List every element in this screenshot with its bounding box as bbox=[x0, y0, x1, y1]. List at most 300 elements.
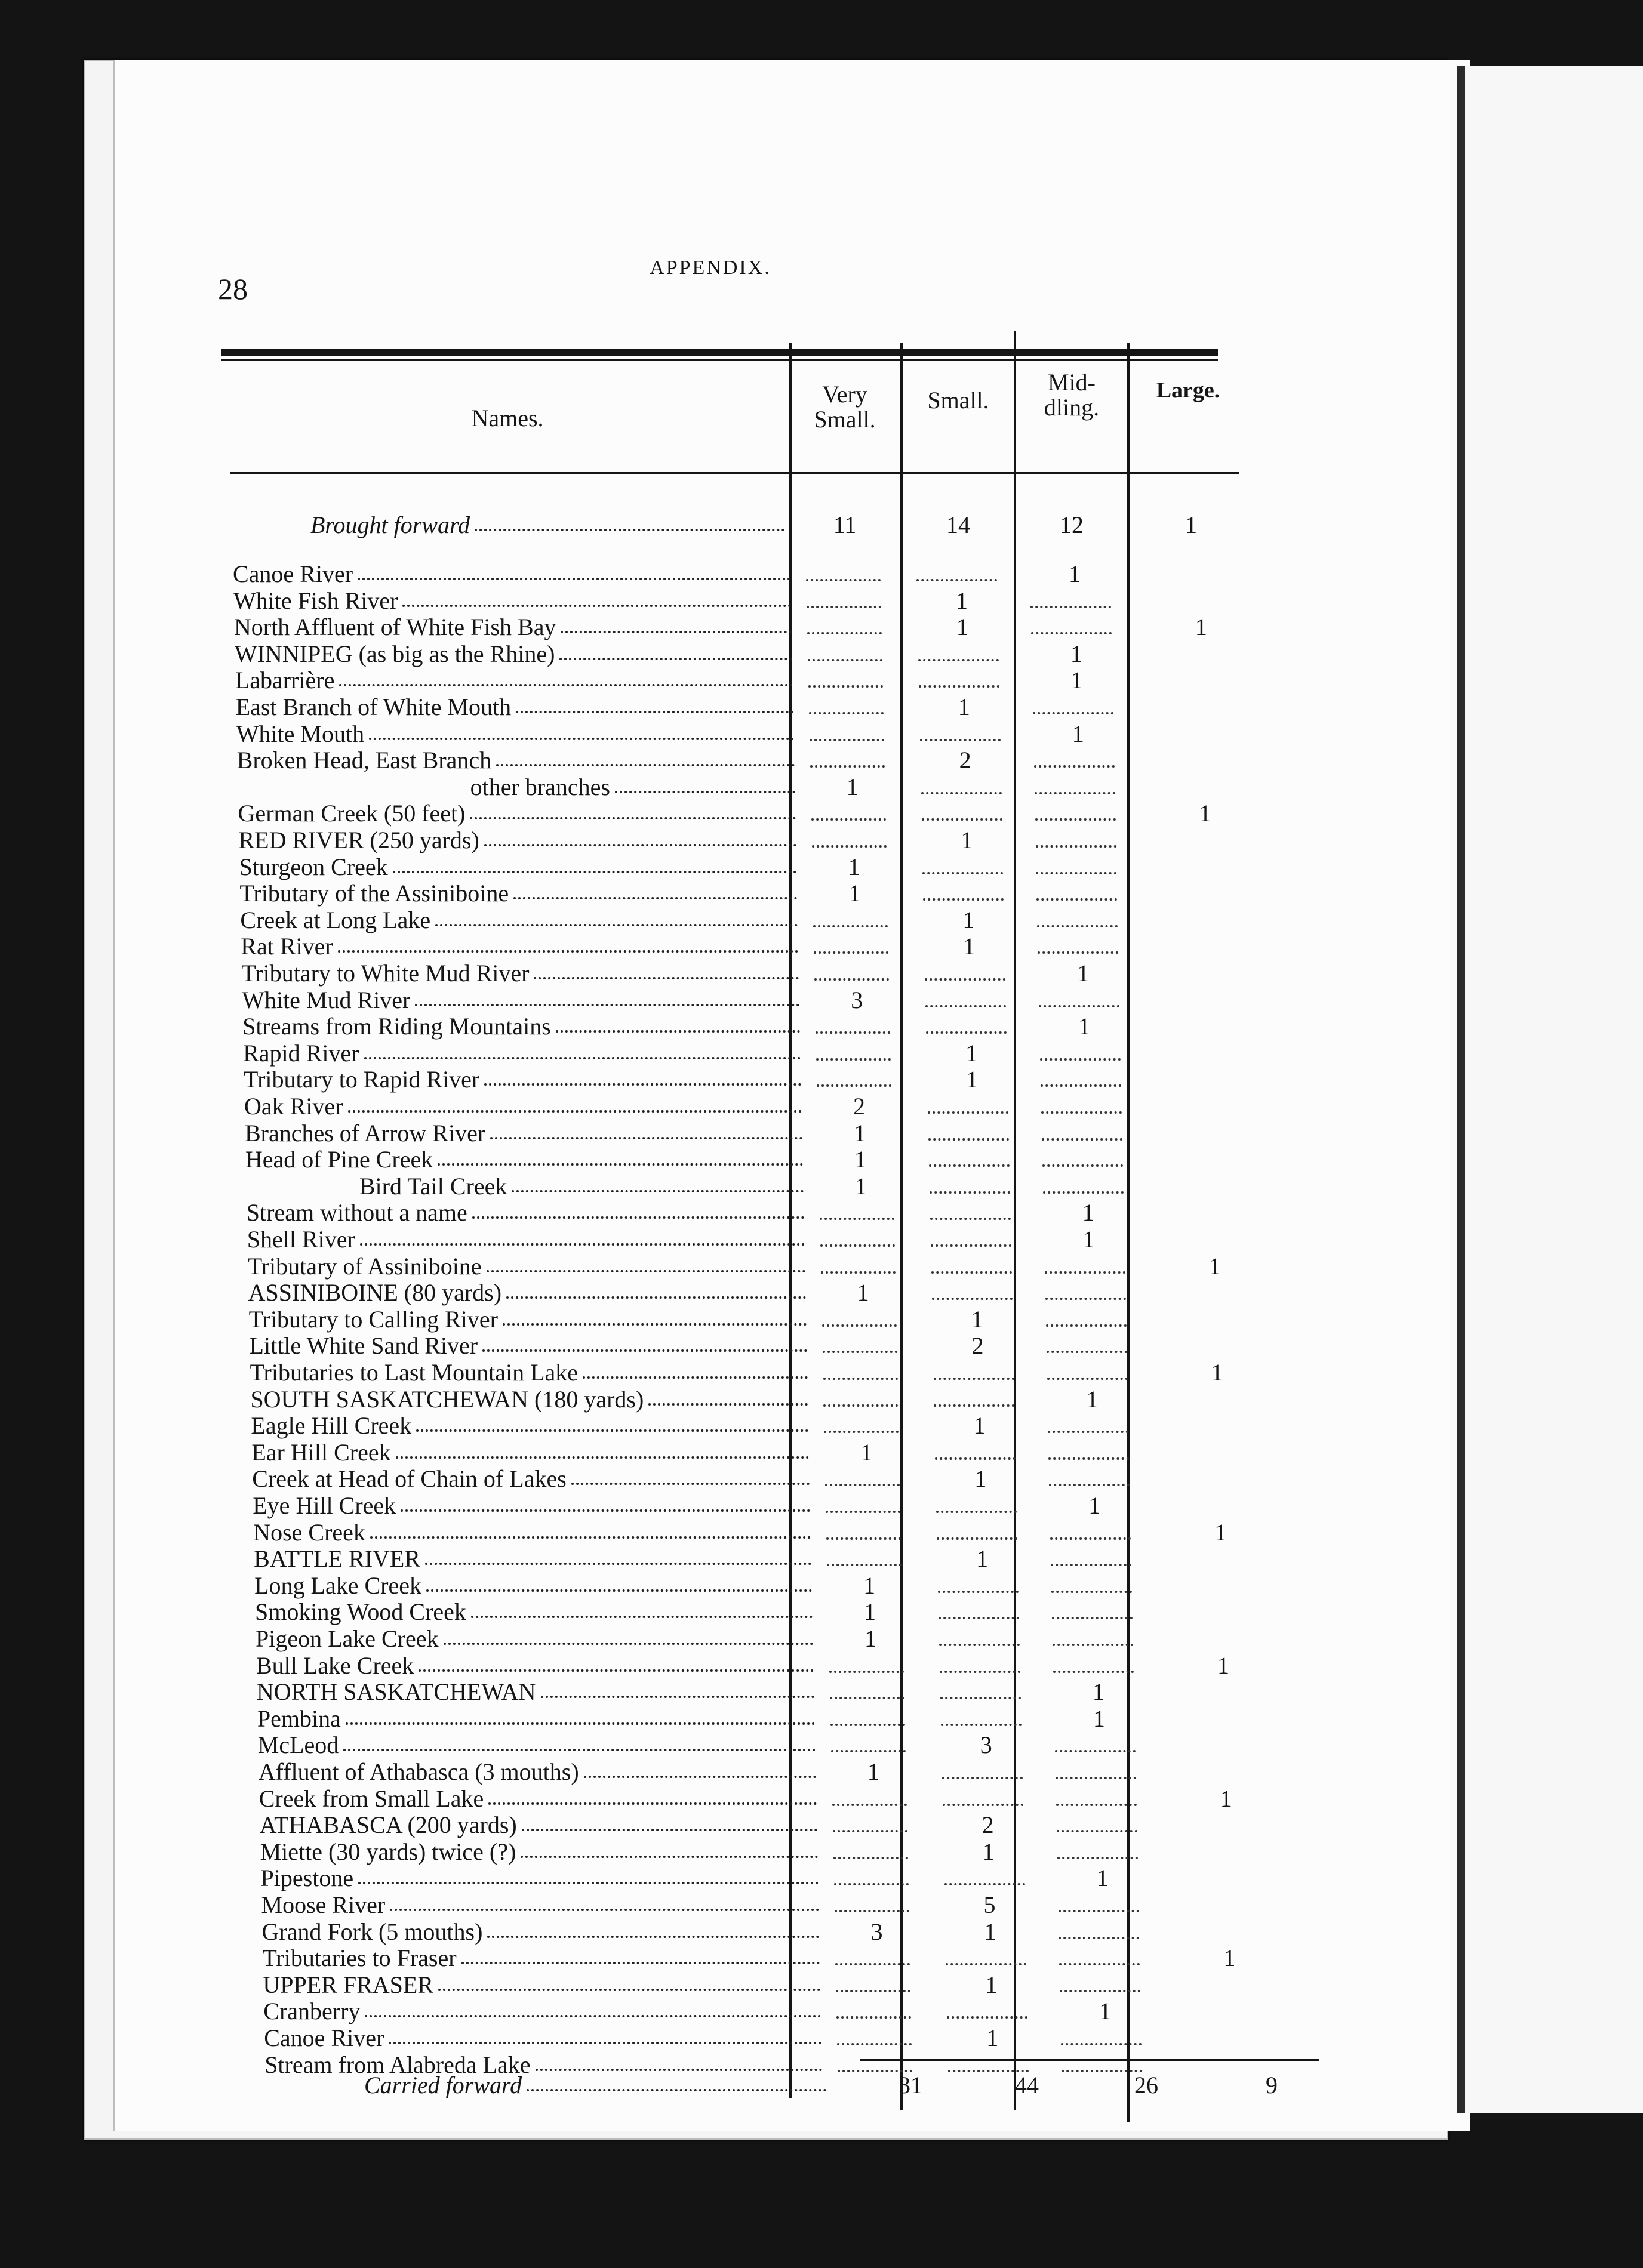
table-row bbox=[0, 854, 1643, 880]
empty-cell-leader bbox=[836, 2016, 911, 2019]
row-name: Tributary of Assiniboine bbox=[248, 1253, 809, 1280]
row-name: Tributary to White Mud River bbox=[241, 960, 802, 987]
empty-cell-leader bbox=[1056, 1804, 1137, 1806]
empty-cell-leader bbox=[928, 1138, 1009, 1141]
cell-small: 1 bbox=[958, 694, 970, 720]
totals-rule bbox=[860, 2059, 1319, 2061]
row-name: Canoe River bbox=[233, 561, 794, 587]
table-row bbox=[0, 694, 1643, 720]
empty-cell-leader bbox=[806, 579, 881, 581]
empty-cell-leader bbox=[1036, 898, 1117, 901]
row-name: UPPER FRASER bbox=[263, 1972, 824, 1998]
empty-cell-leader bbox=[1031, 632, 1112, 634]
table-row bbox=[0, 800, 1643, 827]
table-row bbox=[0, 1679, 1643, 1705]
empty-cell-leader bbox=[944, 1883, 1025, 1885]
table-row bbox=[0, 1253, 1643, 1280]
empty-cell-leader bbox=[817, 1084, 891, 1087]
empty-cell-leader bbox=[1059, 1963, 1140, 1965]
cell-small: 1 bbox=[965, 1040, 978, 1067]
empty-cell-leader bbox=[1041, 1084, 1121, 1087]
header-very-small: Very Small. bbox=[814, 381, 876, 433]
empty-cell-leader bbox=[1053, 1671, 1134, 1673]
empty-cell-leader bbox=[940, 1671, 1020, 1673]
row-name: Creek at Head of Chain of Lakes bbox=[252, 1466, 813, 1492]
empty-cell-leader bbox=[1030, 606, 1111, 608]
empty-cell-leader bbox=[1046, 1324, 1127, 1327]
row-name: Cranberry bbox=[263, 1998, 824, 2024]
table-row bbox=[0, 1759, 1643, 1785]
cell-small: 1 bbox=[963, 933, 976, 960]
row-name: Eye Hill Creek bbox=[253, 1493, 814, 1519]
empty-cell-leader bbox=[1056, 1777, 1136, 1779]
empty-cell-leader bbox=[1060, 1990, 1140, 1992]
empty-cell-leader bbox=[836, 1990, 910, 1992]
table-row bbox=[0, 1919, 1643, 1945]
table-row bbox=[0, 1892, 1643, 1918]
cell-small: 1 bbox=[966, 1066, 979, 1093]
brought-forward-large: 1 bbox=[1185, 511, 1197, 538]
row-name: Tributaries to Last Mountain Lake bbox=[250, 1360, 811, 1386]
row-name: White Mouth bbox=[236, 721, 798, 747]
cell-middling: 1 bbox=[1069, 560, 1081, 587]
row-name: Nose Creek bbox=[253, 1520, 814, 1546]
row-name: Creek from Small Lake bbox=[259, 1786, 820, 1812]
carried-forward-row bbox=[0, 2072, 1643, 2098]
table-row bbox=[0, 933, 1643, 960]
empty-cell-leader bbox=[814, 978, 889, 981]
empty-cell-leader bbox=[1045, 1271, 1125, 1274]
cell-middling: 1 bbox=[1082, 1199, 1094, 1226]
brought-forward-very-small: 11 bbox=[833, 511, 857, 538]
table-row bbox=[0, 907, 1643, 933]
table-row bbox=[0, 1706, 1643, 1732]
row-name: Tributary to Rapid River bbox=[244, 1067, 805, 1093]
row-name: ASSINIBOINE (80 yards) bbox=[248, 1280, 810, 1306]
empty-cell-leader bbox=[820, 1244, 895, 1247]
empty-cell-leader bbox=[808, 685, 883, 688]
empty-cell-leader bbox=[1045, 1298, 1126, 1300]
row-name: Tributaries to Fraser bbox=[262, 1945, 823, 1971]
empty-cell-leader bbox=[1043, 1191, 1124, 1194]
carried-forward-label: Carried forward bbox=[364, 2072, 830, 2098]
table-row bbox=[0, 880, 1643, 907]
empty-cell-leader bbox=[934, 1378, 1014, 1380]
row-name: SOUTH SASKATCHEWAN (180 yards) bbox=[250, 1386, 811, 1413]
empty-cell-leader bbox=[1041, 1111, 1122, 1114]
cell-very-small: 1 bbox=[860, 1439, 873, 1466]
empty-cell-leader bbox=[926, 1031, 1007, 1034]
row-name: RED RIVER (250 yards) bbox=[239, 827, 800, 853]
row-name: WINNIPEG (as big as the Rhine) bbox=[235, 641, 796, 667]
empty-cell-leader bbox=[835, 1910, 909, 1912]
empty-cell-leader bbox=[939, 1617, 1019, 1619]
carried-forward-large: 9 bbox=[1266, 2072, 1278, 2098]
cell-middling: 1 bbox=[1077, 960, 1090, 987]
table-row bbox=[0, 1227, 1643, 1253]
cell-small: 1 bbox=[985, 1971, 998, 1998]
row-name: East Branch of White Mouth bbox=[236, 694, 797, 720]
header-rule bbox=[230, 472, 1239, 474]
table-row bbox=[0, 1360, 1643, 1386]
empty-cell-leader bbox=[1057, 1857, 1138, 1859]
empty-cell-leader bbox=[941, 1724, 1022, 1726]
row-name: Sturgeon Creek bbox=[239, 854, 800, 880]
cell-large: 1 bbox=[1217, 1652, 1229, 1679]
empty-cell-leader bbox=[1048, 1457, 1129, 1460]
empty-cell-leader bbox=[807, 632, 882, 634]
empty-cell-leader bbox=[1042, 1138, 1122, 1141]
empty-cell-leader bbox=[938, 1591, 1019, 1593]
empty-cell-leader bbox=[928, 1111, 1008, 1114]
empty-cell-leader bbox=[821, 1271, 896, 1274]
empty-cell-leader bbox=[1051, 1564, 1131, 1566]
cell-large: 1 bbox=[1220, 1785, 1232, 1812]
empty-cell-leader bbox=[925, 978, 1005, 981]
table-row bbox=[0, 1839, 1643, 1865]
row-name: Miette (30 yards) twice (?) bbox=[260, 1839, 822, 1865]
empty-cell-leader bbox=[942, 1777, 1023, 1779]
table-row bbox=[0, 1173, 1643, 1200]
row-name: Rapid River bbox=[243, 1040, 804, 1067]
empty-cell-leader bbox=[827, 1564, 902, 1566]
empty-cell-leader bbox=[921, 792, 1002, 794]
row-name: White Fish River bbox=[233, 588, 795, 614]
cell-small: 1 bbox=[961, 827, 973, 853]
header-names: Names. bbox=[471, 405, 544, 432]
table-row bbox=[0, 588, 1643, 614]
empty-cell-leader bbox=[930, 1218, 1011, 1220]
empty-cell-leader bbox=[932, 1298, 1013, 1300]
cell-small: 1 bbox=[986, 2024, 999, 2051]
cell-middling: 1 bbox=[1072, 720, 1084, 747]
cell-large: 1 bbox=[1199, 800, 1211, 827]
empty-cell-leader bbox=[834, 1883, 909, 1885]
empty-cell-leader bbox=[823, 1404, 898, 1407]
empty-cell-leader bbox=[1057, 1830, 1137, 1832]
cell-large: 1 bbox=[1208, 1253, 1221, 1280]
empty-cell-leader bbox=[936, 1511, 1017, 1513]
empty-cell-leader bbox=[1059, 1937, 1139, 1939]
row-name: Oak River bbox=[244, 1093, 805, 1120]
cell-very-small: 1 bbox=[846, 774, 859, 800]
empty-cell-leader bbox=[825, 1484, 900, 1486]
table-row bbox=[0, 747, 1643, 774]
table-row bbox=[0, 667, 1643, 694]
row-name: Creek at Long Lake bbox=[240, 907, 801, 933]
empty-cell-leader bbox=[1050, 1537, 1131, 1540]
empty-cell-leader bbox=[947, 2016, 1027, 2019]
header-large: Large. bbox=[1156, 378, 1220, 403]
top-rule-thin bbox=[221, 359, 1218, 361]
empty-cell-leader bbox=[922, 872, 1003, 874]
cell-small: 1 bbox=[976, 1545, 989, 1572]
row-name: North Affluent of White Fish Bay bbox=[234, 614, 795, 640]
cell-middling: 1 bbox=[1070, 667, 1083, 694]
table-row bbox=[0, 1093, 1643, 1120]
carried-forward-very-small: 31 bbox=[899, 2072, 922, 2098]
empty-cell-leader bbox=[940, 1697, 1021, 1699]
empty-cell-leader bbox=[937, 1537, 1017, 1540]
cell-very-small: 1 bbox=[848, 880, 861, 907]
table-row bbox=[0, 1440, 1643, 1466]
brought-forward-row bbox=[0, 512, 1643, 538]
empty-cell-leader bbox=[1049, 1484, 1130, 1486]
cell-middling: 1 bbox=[1088, 1492, 1101, 1519]
empty-cell-leader bbox=[820, 1218, 894, 1220]
row-name: Broken Head, East Branch bbox=[237, 747, 798, 774]
empty-cell-leader bbox=[811, 818, 886, 821]
empty-cell-leader bbox=[816, 1031, 890, 1034]
table-row bbox=[0, 1865, 1643, 1891]
cell-very-small: 1 bbox=[864, 1625, 876, 1652]
cell-very-small: 1 bbox=[864, 1598, 876, 1625]
table-row bbox=[0, 561, 1643, 587]
header-middling: Mid- dling. bbox=[1044, 369, 1100, 421]
empty-cell-leader bbox=[813, 925, 888, 927]
row-name: Pipestone bbox=[261, 1865, 822, 1891]
empty-cell-leader bbox=[931, 1271, 1012, 1274]
cell-very-small: 1 bbox=[863, 1572, 876, 1599]
row-name: Shell River bbox=[247, 1227, 808, 1253]
table-row bbox=[0, 1520, 1643, 1546]
table-row bbox=[0, 1945, 1643, 1971]
empty-cell-leader bbox=[918, 659, 999, 661]
empty-cell-leader bbox=[833, 1830, 907, 1832]
empty-cell-leader bbox=[934, 1404, 1014, 1407]
table-row bbox=[0, 1546, 1643, 1572]
row-name: Tributary to Calling River bbox=[249, 1306, 810, 1333]
row-name: Streams from Riding Mountains bbox=[242, 1013, 804, 1040]
empty-cell-leader bbox=[1035, 818, 1116, 821]
empty-cell-leader bbox=[1052, 1617, 1133, 1619]
cell-middling: 1 bbox=[1070, 640, 1082, 667]
table-row bbox=[0, 614, 1643, 640]
row-name: Smoking Wood Creek bbox=[255, 1599, 816, 1625]
empty-cell-leader bbox=[814, 951, 888, 954]
table-row bbox=[0, 1040, 1643, 1067]
table-row bbox=[0, 1972, 1643, 1998]
table-row bbox=[0, 774, 1643, 800]
table-row bbox=[0, 721, 1643, 747]
cell-very-small: 3 bbox=[851, 987, 863, 1013]
empty-cell-leader bbox=[1047, 1351, 1127, 1353]
empty-cell-leader bbox=[822, 1324, 897, 1327]
empty-cell-leader bbox=[919, 685, 999, 688]
empty-cell-leader bbox=[929, 1164, 1010, 1167]
empty-cell-leader bbox=[824, 1431, 899, 1433]
table-row bbox=[0, 1147, 1643, 1173]
cell-middling: 1 bbox=[1093, 1705, 1105, 1732]
empty-cell-leader bbox=[1039, 1005, 1119, 1007]
cell-middling: 1 bbox=[1096, 1865, 1109, 1891]
empty-cell-leader bbox=[935, 1457, 1016, 1460]
row-name: Pigeon Lake Creek bbox=[256, 1626, 817, 1652]
empty-cell-leader bbox=[922, 818, 1002, 821]
empty-cell-leader bbox=[832, 1804, 907, 1806]
table-row bbox=[0, 1466, 1643, 1492]
cell-middling: 1 bbox=[1099, 1998, 1112, 2024]
empty-cell-leader bbox=[943, 1804, 1023, 1806]
table-row bbox=[0, 1013, 1643, 1040]
carried-forward-middling: 26 bbox=[1134, 2072, 1158, 2098]
empty-cell-leader bbox=[823, 1351, 897, 1353]
table-row bbox=[0, 1280, 1643, 1306]
cell-small: 1 bbox=[962, 907, 975, 933]
empty-cell-leader bbox=[810, 765, 885, 768]
empty-cell-leader bbox=[837, 2043, 912, 2045]
cell-very-small: 1 bbox=[857, 1279, 869, 1306]
row-name: Moose River bbox=[261, 1892, 823, 1918]
table-row bbox=[0, 1120, 1643, 1147]
cell-large: 1 bbox=[1223, 1945, 1236, 1971]
empty-cell-leader bbox=[1053, 1644, 1133, 1646]
row-name: Grand Fork (5 mouths) bbox=[261, 1919, 823, 1945]
empty-cell-leader bbox=[939, 1644, 1020, 1646]
cell-small: 1 bbox=[955, 587, 968, 614]
table-row bbox=[0, 1573, 1643, 1599]
empty-cell-leader bbox=[1033, 712, 1113, 714]
brought-forward-middling: 12 bbox=[1060, 511, 1084, 538]
cell-very-small: 1 bbox=[854, 1146, 866, 1173]
empty-cell-leader bbox=[1035, 792, 1115, 794]
table-row bbox=[0, 1333, 1643, 1359]
cell-small: 5 bbox=[983, 1891, 996, 1918]
cell-very-small: 2 bbox=[853, 1093, 865, 1120]
table-row bbox=[0, 1200, 1643, 1226]
cell-small: 1 bbox=[984, 1918, 996, 1945]
cell-small: 1 bbox=[974, 1465, 987, 1492]
cell-large: 1 bbox=[1214, 1519, 1227, 1546]
header-small: Small. bbox=[927, 387, 989, 414]
row-name: German Creek (50 feet) bbox=[238, 800, 799, 827]
row-name: other branches bbox=[470, 774, 799, 800]
empty-cell-leader bbox=[925, 1005, 1006, 1007]
cell-small: 3 bbox=[980, 1731, 992, 1758]
empty-cell-leader bbox=[835, 1963, 910, 1965]
empty-cell-leader bbox=[830, 1697, 904, 1699]
cell-large: 1 bbox=[1211, 1359, 1223, 1386]
cell-very-small: 3 bbox=[870, 1918, 883, 1945]
empty-cell-leader bbox=[920, 739, 1001, 741]
empty-cell-leader bbox=[1042, 1164, 1123, 1167]
empty-cell-leader bbox=[916, 579, 997, 581]
row-name: Pembina bbox=[257, 1706, 819, 1732]
empty-cell-leader bbox=[1036, 845, 1116, 848]
empty-cell-leader bbox=[1051, 1591, 1132, 1593]
empty-cell-leader bbox=[808, 659, 882, 661]
empty-cell-leader bbox=[1036, 872, 1116, 874]
table-row bbox=[0, 1732, 1643, 1758]
row-name: White Mud River bbox=[242, 987, 803, 1013]
cell-middling: 1 bbox=[1078, 1013, 1091, 1040]
row-name: Head of Pine Creek bbox=[245, 1147, 807, 1173]
empty-cell-leader bbox=[946, 1963, 1026, 1965]
row-name: Canoe River bbox=[264, 2025, 825, 2051]
table-row bbox=[0, 1599, 1643, 1625]
cell-large: 1 bbox=[1195, 614, 1207, 640]
empty-cell-leader bbox=[1055, 1750, 1136, 1752]
empty-cell-leader bbox=[830, 1724, 905, 1726]
table-row bbox=[0, 827, 1643, 853]
empty-cell-leader bbox=[831, 1750, 906, 1752]
page-number: 28 bbox=[218, 272, 248, 306]
row-name: Ear Hill Creek bbox=[251, 1440, 813, 1466]
cell-middling: 1 bbox=[1092, 1678, 1104, 1705]
cell-small: 2 bbox=[959, 747, 971, 774]
empty-cell-leader bbox=[931, 1244, 1011, 1247]
cell-small: 1 bbox=[982, 1838, 995, 1865]
table-row bbox=[0, 1998, 1643, 2024]
cell-small: 2 bbox=[971, 1332, 984, 1359]
empty-cell-leader bbox=[826, 1537, 901, 1540]
empty-cell-leader bbox=[826, 1511, 900, 1513]
table-row bbox=[0, 641, 1643, 667]
row-name: BATTLE RIVER bbox=[254, 1546, 815, 1572]
row-name: Long Lake Creek bbox=[254, 1573, 816, 1599]
row-name: Little White Sand River bbox=[250, 1333, 811, 1359]
empty-cell-leader bbox=[1040, 1058, 1121, 1061]
table-row bbox=[0, 1306, 1643, 1333]
empty-cell-leader bbox=[807, 606, 881, 608]
cell-very-small: 1 bbox=[867, 1758, 879, 1785]
cell-small: 1 bbox=[973, 1412, 986, 1439]
cell-small: 2 bbox=[982, 1811, 994, 1838]
table-row bbox=[0, 1653, 1643, 1679]
cell-middling: 1 bbox=[1086, 1386, 1099, 1413]
empty-cell-leader bbox=[1059, 1910, 1139, 1912]
empty-cell-leader bbox=[1061, 2043, 1142, 2045]
empty-cell-leader bbox=[1047, 1378, 1128, 1380]
table-row bbox=[0, 1386, 1643, 1413]
row-name: Rat River bbox=[241, 933, 802, 960]
empty-cell-leader bbox=[1038, 951, 1118, 954]
running-head: APPENDIX. bbox=[650, 257, 771, 279]
cell-very-small: 1 bbox=[853, 1120, 866, 1147]
table-row bbox=[0, 1626, 1643, 1652]
empty-cell-leader bbox=[816, 1058, 891, 1061]
empty-cell-leader bbox=[923, 898, 1004, 901]
table-row bbox=[0, 2025, 1643, 2051]
row-name: McLeod bbox=[258, 1732, 819, 1758]
table-row bbox=[0, 987, 1643, 1013]
row-name: ATHABASCA (200 yards) bbox=[260, 1812, 821, 1838]
top-rule-thick bbox=[221, 349, 1218, 356]
table-row bbox=[0, 1413, 1643, 1439]
row-name: Branches of Arrow River bbox=[245, 1120, 806, 1147]
carried-forward-small: 44 bbox=[1015, 2072, 1039, 2098]
brought-forward-label: Brought forward bbox=[310, 512, 788, 538]
empty-cell-leader bbox=[829, 1671, 904, 1673]
row-name: Tributary of the Assiniboine bbox=[239, 880, 801, 907]
row-name: Stream without a name bbox=[247, 1200, 808, 1226]
cell-small: 1 bbox=[971, 1306, 983, 1333]
brought-forward-small: 14 bbox=[946, 511, 970, 538]
row-name: Affluent of Athabasca (3 mouths) bbox=[259, 1759, 820, 1785]
row-name: Eagle Hill Creek bbox=[251, 1413, 812, 1439]
empty-cell-leader bbox=[930, 1191, 1010, 1194]
row-name: Labarrière bbox=[235, 667, 796, 694]
table-row bbox=[0, 1067, 1643, 1093]
table-row bbox=[0, 1493, 1643, 1519]
table-row bbox=[0, 960, 1643, 987]
row-name: Bird Tail Creek bbox=[359, 1173, 807, 1200]
table-row bbox=[0, 1812, 1643, 1838]
empty-cell-leader bbox=[833, 1857, 908, 1859]
empty-cell-leader bbox=[812, 845, 887, 848]
empty-cell-leader bbox=[1037, 925, 1118, 927]
empty-cell-leader bbox=[823, 1378, 898, 1380]
